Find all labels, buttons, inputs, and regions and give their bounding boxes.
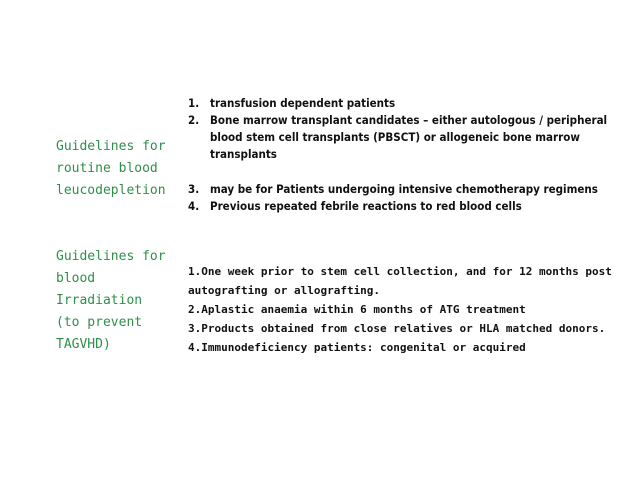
irradiation-heading: Guidelines for blood Irradiation (to prevent TAGVHD)	[56, 249, 166, 352]
list-line: 2.Aplastic anaemia within 6 months of ATG treatment	[188, 303, 526, 316]
list-item	[188, 112, 628, 163]
list-item	[188, 198, 628, 215]
leucodepletion-list	[188, 95, 628, 215]
item-text: may be for Patients undergoing intensive chemotherapy regimens	[210, 182, 598, 196]
item-number: 1.	[188, 96, 200, 110]
item-text: transfusion dependent patients	[210, 96, 396, 110]
leucodepletion-heading: Guidelines for routine blood leucodepletion	[56, 139, 166, 198]
list-item	[188, 95, 628, 112]
list-item	[188, 181, 628, 198]
list-line: 4.Immunodeficiency patients: congenital or acquired	[188, 341, 526, 354]
spacer	[188, 163, 628, 181]
item-text: Bone marrow transplant candidates – either autologous / peripheral blood stem cell transplants (PBSCT) or allogeneic bone marrow transplants	[210, 113, 608, 161]
item-number: 3.	[188, 182, 200, 196]
list-line: 3.Products obtained from close relatives or HLA matched donors.	[188, 322, 606, 335]
irradiation-list	[188, 262, 628, 357]
item-text: Previous repeated febrile reactions to red blood cells	[210, 199, 522, 213]
list-line: autografting or allografting.	[188, 284, 381, 297]
list-line: 1.One week prior to stem cell collection, and for 12 months post	[188, 265, 612, 278]
item-number: 2.	[188, 113, 200, 127]
item-number: 4.	[188, 199, 200, 213]
